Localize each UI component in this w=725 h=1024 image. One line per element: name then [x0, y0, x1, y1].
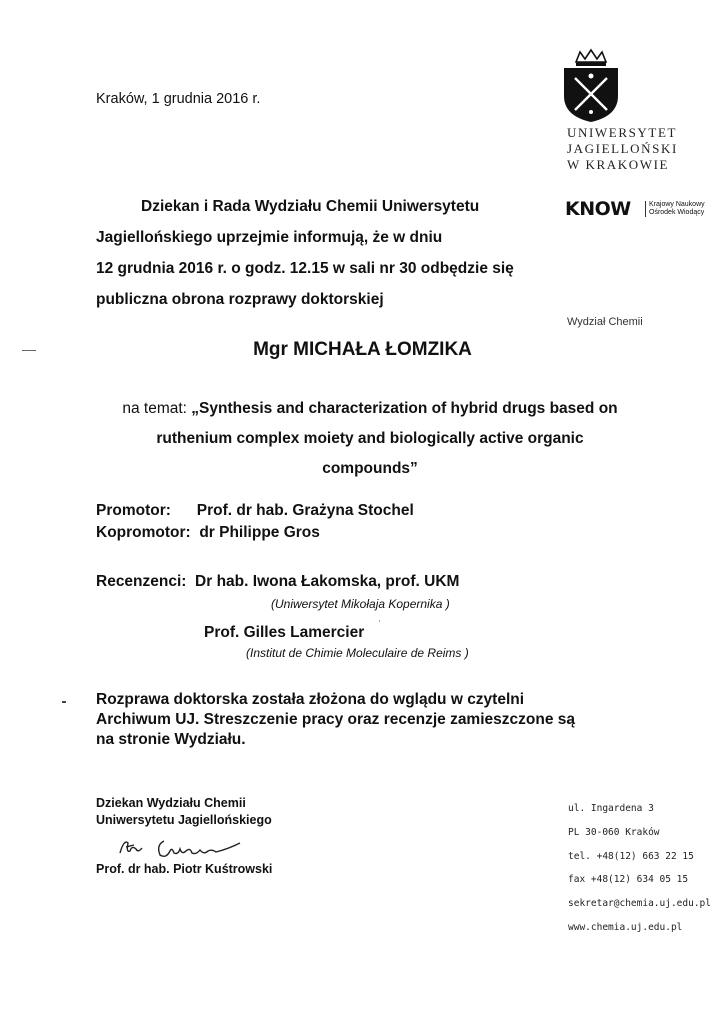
archive-line: Archiwum UJ. Streszczenie pracy oraz recenzje zamieszczone są: [96, 711, 575, 728]
university-name-line: W KRAKOWIE: [567, 157, 670, 172]
website: www.chemia.uj.edu.pl: [568, 921, 683, 933]
archive-line: na stronie Wydziału.: [96, 731, 246, 748]
kopromotor: Kopromotor: dr Philippe Gros: [96, 524, 320, 541]
topic-title: compounds”: [322, 460, 418, 477]
intro-line: Jagiellońskiego uprzejmie informują, że w dniu: [96, 229, 443, 246]
handwritten-signature: [116, 833, 266, 861]
university-name-line: UNIWERSYTET: [567, 125, 678, 140]
intro-line: 12 grudnia 2016 r. o godz. 12.15 w sali nr 30 odbędzie się: [96, 260, 514, 277]
university-name-line: JAGIELLOŃSKI: [567, 141, 678, 156]
reviewer-2: Prof. Gilles Lamercier: [204, 624, 365, 641]
know-caption-line: Krajowy Naukowy: [649, 201, 705, 208]
dean-name: Prof. dr hab. Piotr Kuśtrowski: [96, 862, 273, 876]
university-name: [567, 125, 678, 173]
know-logo-text: KNOW: [565, 198, 631, 220]
address-line: PL 30-060 Kraków: [568, 826, 660, 838]
know-caption: [645, 201, 705, 217]
dean-title: [96, 795, 272, 829]
address-line: ul. Ingardena 3: [568, 803, 654, 814]
email: sekretar@chemia.uj.edu.pl: [568, 898, 711, 910]
promotor: Promotor: Prof. dr hab. Grażyna Stochel: [96, 502, 414, 519]
contact-address: [568, 797, 711, 940]
document-date: Kraków, 1 grudnia 2016 r.: [96, 91, 261, 107]
archive-line: Rozprawa doktorska została złożona do wglądu w czytelni: [96, 691, 525, 708]
faculty-label: Wydział Chemii: [567, 316, 643, 328]
fax: fax +48(12) 634 05 15: [568, 874, 689, 886]
candidate-name: Mgr MICHAŁA ŁOMZIKA: [253, 339, 472, 360]
topic-line: [90, 394, 650, 424]
reviewer-1: Recenzenci: Dr hab. Iwona Łakomska, prof. UKM: [96, 573, 460, 590]
topic-title: „Synthesis and characterization of hybrid drugs based on: [191, 400, 618, 417]
reviewer-1-affiliation: (Uniwersytet Mikołaja Kopernika ): [271, 597, 450, 611]
university-crest-logo: [560, 48, 622, 124]
reviewer-2-affiliation: (Institut de Chimie Moleculaire de Reims ): [246, 646, 469, 660]
topic-prefix: na temat:: [122, 400, 192, 417]
topic-title: ruthenium complex moiety and biologically active organic: [156, 430, 584, 447]
margin-mark: [62, 701, 66, 703]
supervisors: [96, 500, 414, 544]
thesis-topic: [90, 394, 650, 484]
archive-notice: [96, 690, 575, 750]
pen-mark: ˈ: [378, 620, 382, 631]
intro-line: Dziekan i Rada Wydziału Chemii Uniwersytetu: [141, 198, 480, 215]
know-caption-line: Ośrodek Wiodący: [649, 209, 705, 216]
phone: tel. +48(12) 663 22 15: [568, 850, 694, 862]
intro-line: publiczna obrona rozprawy doktorskiej: [96, 291, 384, 308]
dean-title-line: Uniwersytetu Jagiellońskiego: [96, 813, 272, 827]
intro-paragraph: [96, 191, 576, 315]
dean-title-line: Dziekan Wydziału Chemii: [96, 796, 246, 810]
